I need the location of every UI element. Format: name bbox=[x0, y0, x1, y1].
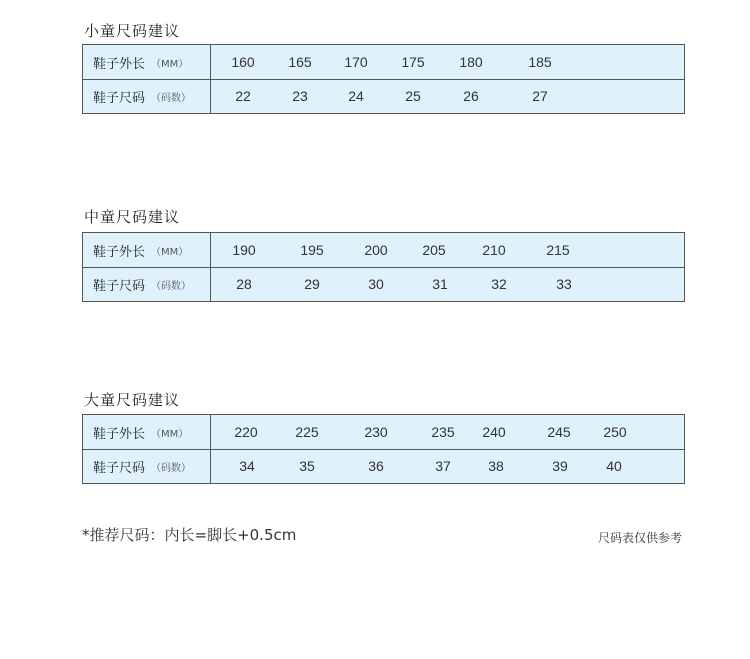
size-cell: 23 bbox=[292, 88, 308, 104]
length-cell: 175 bbox=[401, 54, 425, 70]
length-cell: 170 bbox=[344, 54, 368, 70]
length-label: 鞋子外长 bbox=[93, 56, 146, 72]
size-cell: 33 bbox=[556, 276, 572, 292]
length-label: 鞋子外长 bbox=[93, 426, 146, 442]
size-cell: 30 bbox=[368, 276, 384, 292]
length-cell: 220 bbox=[234, 424, 258, 440]
length-cell: 165 bbox=[288, 54, 312, 70]
size-table-middle-kids bbox=[82, 232, 685, 302]
size-cell: 40 bbox=[606, 458, 622, 474]
size-unit: （码数） bbox=[151, 92, 192, 104]
size-row bbox=[83, 449, 684, 483]
length-cell: 240 bbox=[482, 424, 506, 440]
length-row bbox=[83, 415, 684, 450]
length-cell: 205 bbox=[422, 242, 446, 258]
section-title-middle-kids: 中童尺码建议 bbox=[84, 208, 181, 226]
section-title-big-kids: 大童尺码建议 bbox=[84, 391, 181, 409]
length-unit: （MM） bbox=[151, 58, 189, 70]
recommended-size-formula: *推荐尺码：内长=脚长+0.5cm bbox=[82, 526, 297, 544]
row-label-size bbox=[83, 267, 211, 301]
size-cell: 31 bbox=[432, 276, 448, 292]
length-cell: 190 bbox=[232, 242, 256, 258]
length-row bbox=[83, 233, 684, 268]
size-cell: 38 bbox=[488, 458, 504, 474]
length-label: 鞋子外长 bbox=[93, 244, 146, 260]
reference-note: 尺码表仅供参考 bbox=[597, 531, 682, 545]
row-label-length bbox=[83, 45, 211, 79]
size-cell: 32 bbox=[491, 276, 507, 292]
size-unit: （码数） bbox=[151, 280, 192, 292]
length-cell: 195 bbox=[300, 242, 324, 258]
size-cell: 36 bbox=[368, 458, 384, 474]
size-cell: 28 bbox=[236, 276, 252, 292]
size-cell: 34 bbox=[239, 458, 255, 474]
length-cell: 230 bbox=[364, 424, 388, 440]
length-cell: 200 bbox=[364, 242, 388, 258]
size-cell: 26 bbox=[463, 88, 479, 104]
size-cell: 22 bbox=[235, 88, 251, 104]
size-row bbox=[83, 79, 684, 113]
row-label-length bbox=[83, 233, 211, 267]
length-row bbox=[83, 45, 684, 80]
size-cell: 25 bbox=[405, 88, 421, 104]
size-table-big-kids bbox=[82, 414, 685, 484]
length-cell: 215 bbox=[546, 242, 570, 258]
size-cell: 29 bbox=[304, 276, 320, 292]
size-cell: 24 bbox=[348, 88, 364, 104]
size-unit: （码数） bbox=[151, 462, 192, 474]
length-cell: 245 bbox=[547, 424, 571, 440]
size-label: 鞋子尺码 bbox=[93, 278, 146, 294]
length-cell: 185 bbox=[528, 54, 552, 70]
length-cell: 180 bbox=[459, 54, 483, 70]
length-cell: 160 bbox=[231, 54, 255, 70]
size-cell: 27 bbox=[532, 88, 548, 104]
length-cell: 210 bbox=[482, 242, 506, 258]
row-label-length bbox=[83, 415, 211, 449]
size-label: 鞋子尺码 bbox=[93, 460, 146, 476]
row-label-size bbox=[83, 449, 211, 483]
length-cell: 225 bbox=[295, 424, 319, 440]
size-cell: 39 bbox=[552, 458, 568, 474]
size-cell: 35 bbox=[299, 458, 315, 474]
size-cell: 37 bbox=[435, 458, 451, 474]
size-table-small-kids bbox=[82, 44, 685, 114]
length-unit: （MM） bbox=[151, 428, 189, 440]
length-unit: （MM） bbox=[151, 246, 189, 258]
length-cell: 235 bbox=[431, 424, 455, 440]
size-row bbox=[83, 267, 684, 301]
length-cell: 250 bbox=[603, 424, 627, 440]
row-label-size bbox=[83, 79, 211, 113]
section-title-small-kids: 小童尺码建议 bbox=[84, 22, 181, 40]
size-label: 鞋子尺码 bbox=[93, 90, 146, 106]
